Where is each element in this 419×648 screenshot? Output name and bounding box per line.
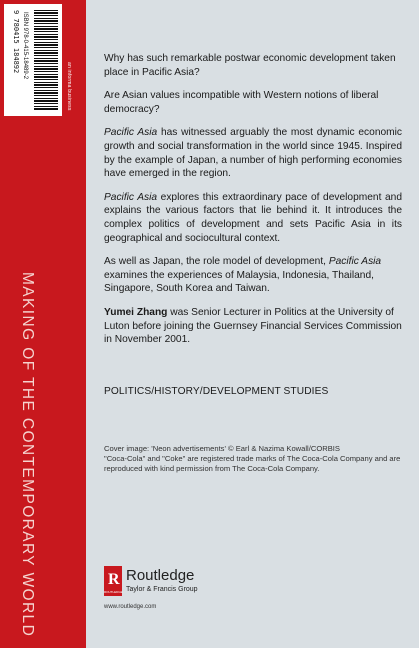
paragraph-1-text: has witnessed arguably the most dynamic economic growth and social transformation in the world since 1945. Inspired by the example of Japan, a number of high performing economies have emerged in the region. [104, 127, 402, 180]
question-2: Are Asian values incompatible with Western notions of liberal democracy? [104, 90, 379, 115]
red-spine-panel [0, 0, 86, 648]
author-bio [104, 306, 402, 347]
publisher-tag: an informa business [66, 62, 72, 111]
image-credits [104, 444, 404, 474]
paragraph-3 [104, 255, 402, 296]
barcode-digits: 9 780415 184892 [12, 10, 20, 74]
publisher-logo [104, 566, 264, 600]
series-title: MAKING OF THE CONTEMPORARY WORLD [19, 272, 36, 638]
barcode [4, 4, 62, 116]
question-1: Why has such remarkable postwar economic development taken place in Pacific Asia? [104, 53, 396, 78]
author-name: Yumei Zhang [104, 306, 168, 318]
paragraph-2 [104, 191, 402, 245]
paragraph-1 [104, 126, 402, 180]
isbn-label: ISBN 978-0-415-18489-2 [22, 12, 28, 80]
publisher-website: www.routledge.com [104, 604, 157, 610]
publisher-group: Taylor & Francis Group [126, 586, 198, 593]
author-bio-text: was Senior Lecturer in Politics at the University of Luton before joining the Guernsey Financial Services Commission in November 2001. [104, 306, 402, 346]
book-title-italic: Pacific Asia [104, 127, 158, 139]
paragraph-3-start: As well as Japan, the role model of development, [104, 256, 329, 268]
book-title-italic: Pacific Asia [328, 256, 382, 268]
trademark-notice: "Coca-Cola" and "Coke" are registered trade marks of The Coca-Cola Company and are reproduced with kind permission from The Coca-Cola Company. [104, 454, 401, 473]
paragraph-3-text: examines the experiences of Malaysia, Indonesia, Thailand, Singapore, South Korea and Taiwan. [104, 269, 374, 295]
book-title-italic: Pacific Asia [104, 191, 158, 203]
subject-categories: POLITICS/HISTORY/DEVELOPMENT STUDIES [104, 386, 329, 397]
barcode-bars [34, 10, 58, 110]
routledge-mark-icon: R ROUTLEDGE [104, 566, 122, 596]
publisher-name: Routledge [126, 567, 195, 584]
blurb-text [104, 52, 402, 357]
paragraph-2-text: explores this extraordinary pace of development and explains the various factors that lie behind it. It introduces the complex politics of development and sets Pacific Asia in its geographical and sociocultural context. [104, 191, 402, 244]
cover-image-credit: Cover image: 'Neon advertisements' © Earl & Nazima Kowall/CORBIS [104, 444, 340, 453]
